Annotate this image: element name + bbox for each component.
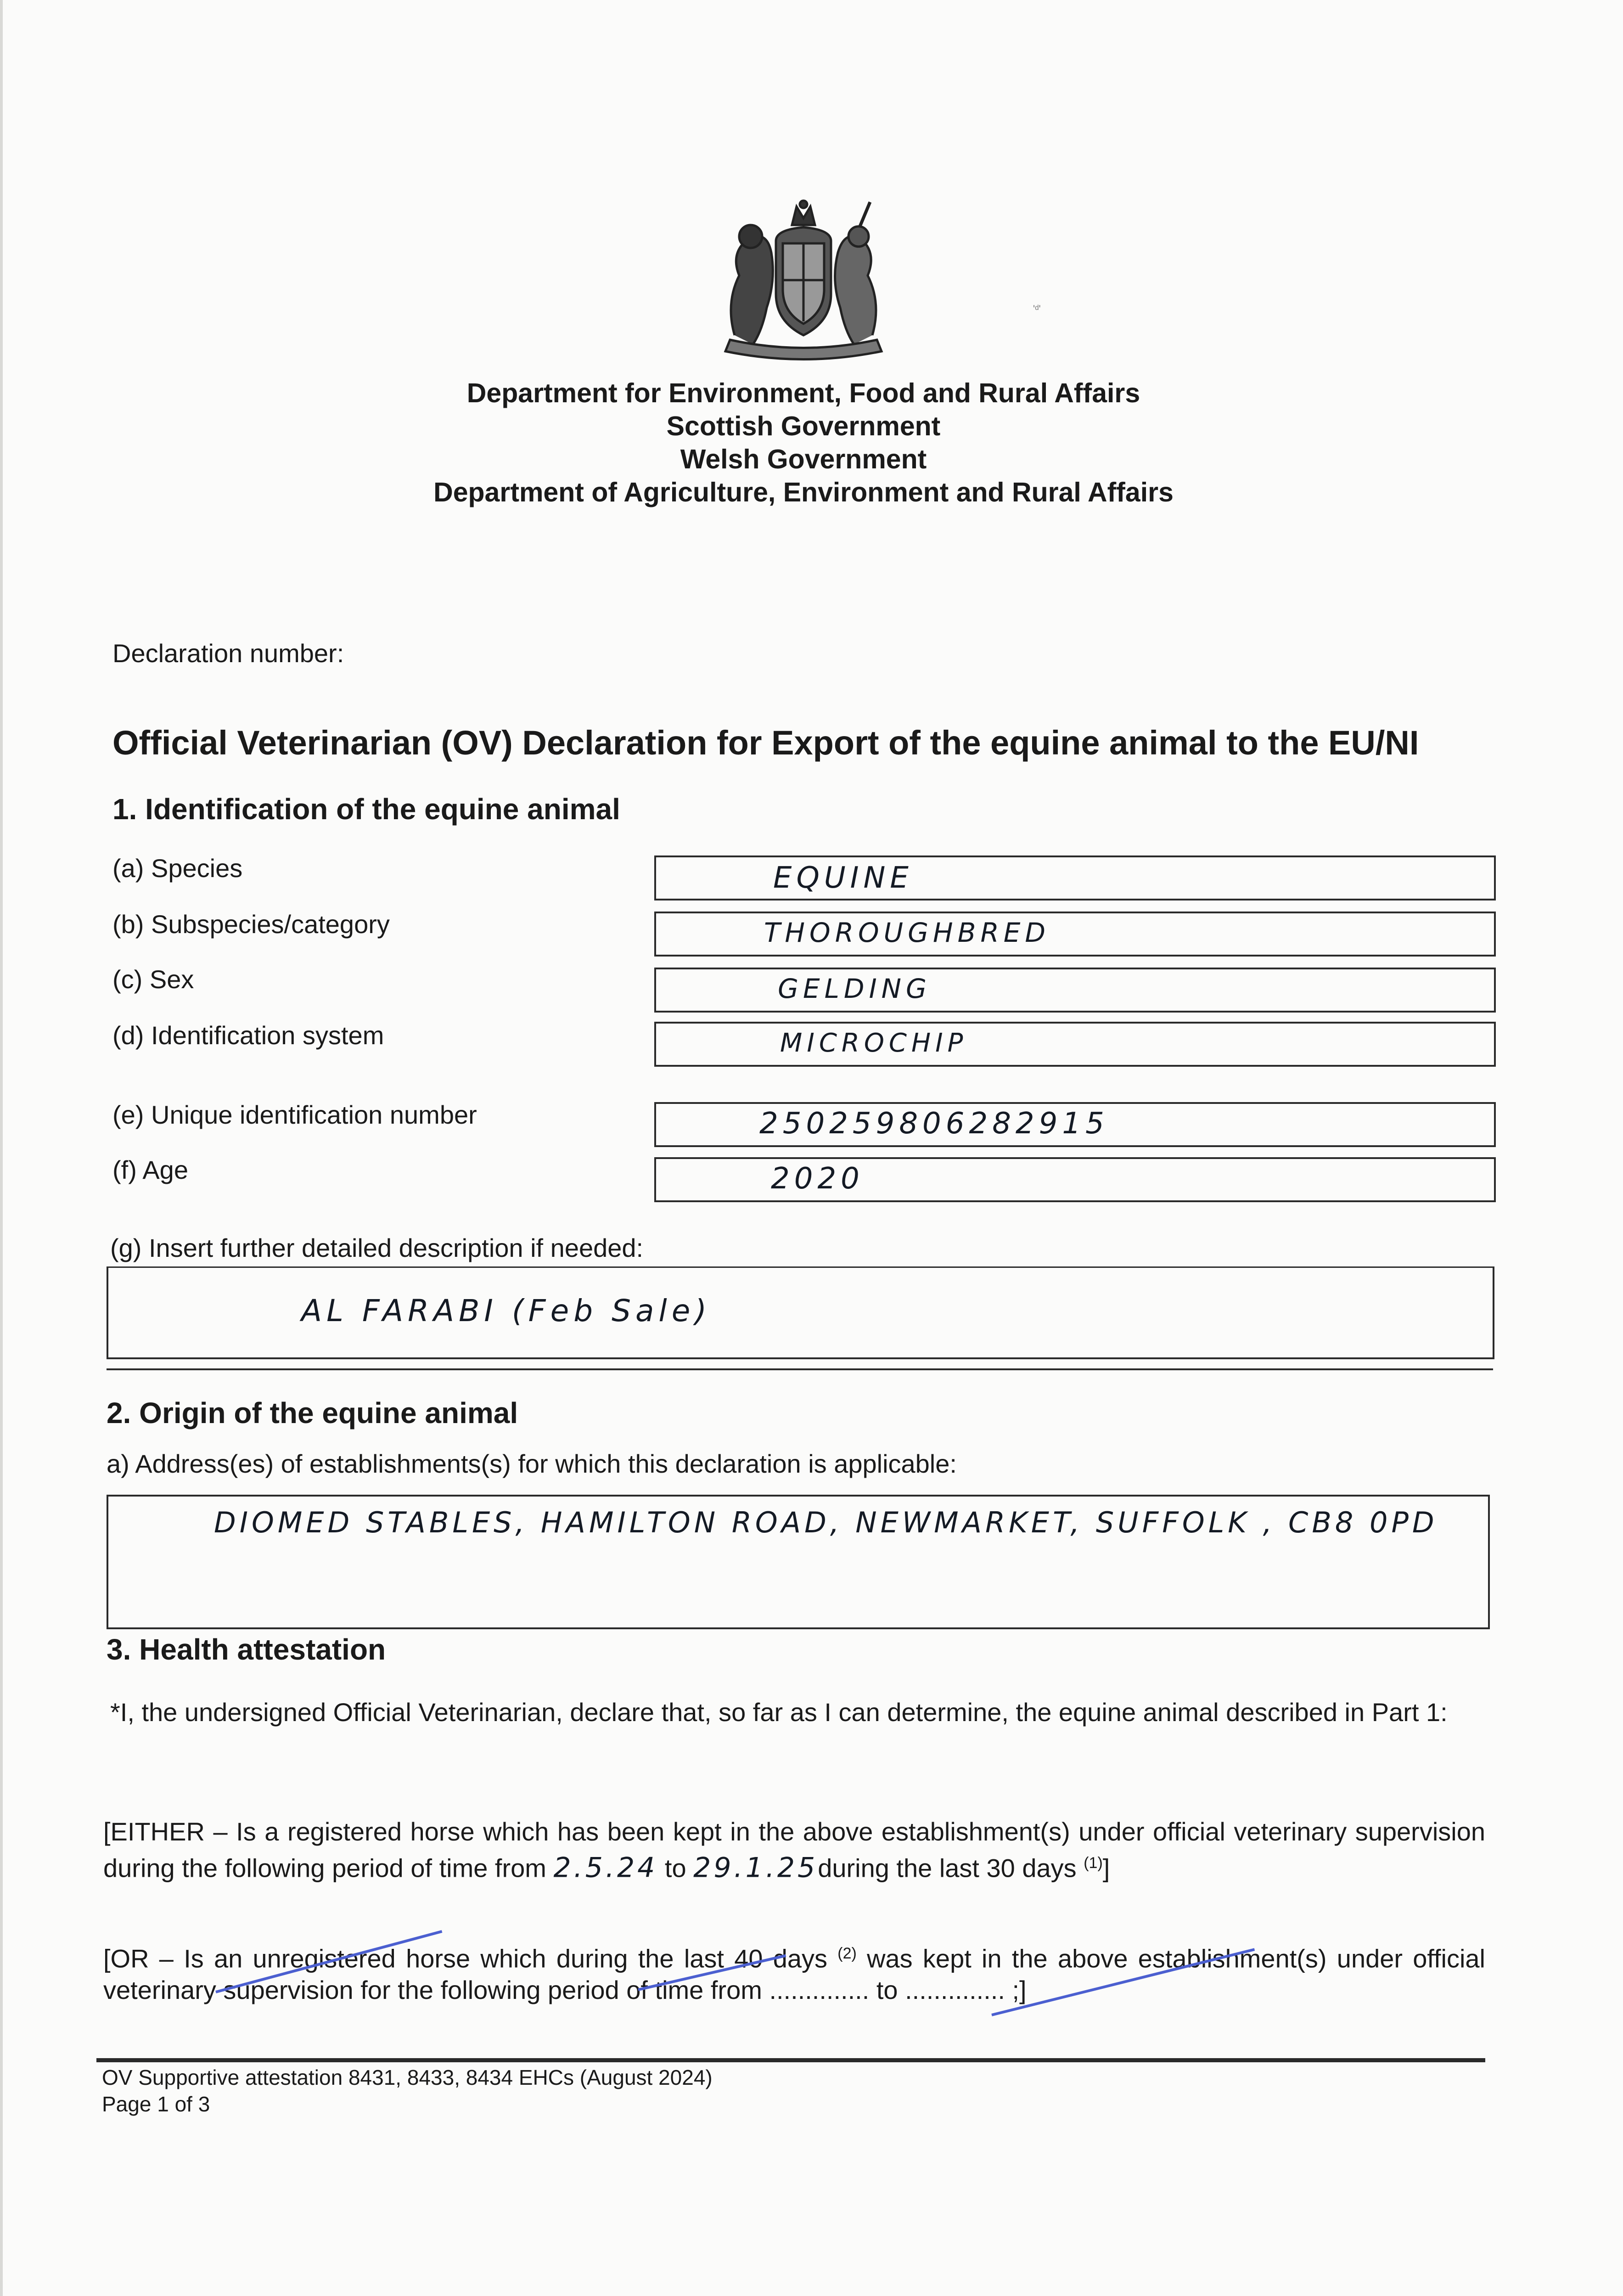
- footer-form-reference: OV Supportive attestation 8431, 8433, 8434 EHCs (August 2024): [102, 2065, 713, 2089]
- either-close: ]: [1102, 1853, 1110, 1883]
- field-label-species: (a) Species: [112, 854, 243, 883]
- or-text-start: [OR – Is an unregistered horse which during the last 40 days: [103, 1944, 828, 1973]
- field-box-age: [654, 1157, 1496, 1202]
- either-text-end: during the last 30 days: [818, 1853, 1077, 1883]
- either-to-word: to: [664, 1853, 686, 1883]
- field-label-sex: (c) Sex: [112, 965, 194, 994]
- field-label-age: (f) Age: [112, 1155, 188, 1184]
- declaration-number-label: Declaration number:: [112, 639, 344, 668]
- section-1-heading: 1. Identification of the equine animal: [112, 793, 620, 826]
- section-divider: [107, 1368, 1493, 1370]
- description-value: AL FARABI (Feb Sale): [301, 1293, 712, 1328]
- or-to-blank: ..............: [905, 1975, 1005, 2004]
- address-box: [107, 1495, 1490, 1629]
- or-close: ;]: [1012, 1975, 1027, 2004]
- address-value: DIOMED STABLES, HAMILTON ROAD, NEWMARKET, SUFFOLK , CB8 0PD: [214, 1506, 1438, 1539]
- royal-coat-of-arms-emblem: [707, 197, 900, 367]
- department-name: Department of Agriculture, Environment and Rural Affairs: [433, 477, 1174, 507]
- field-box-subspecies: [654, 912, 1496, 957]
- description-label: (g) Insert further detailed description if needed:: [110, 1233, 644, 1262]
- scan-speck: 'ᵈ': [1033, 303, 1041, 315]
- field-label-identification-system: (d) Identification system: [112, 1021, 384, 1050]
- section-3-heading: 3. Health attestation: [107, 1633, 386, 1666]
- field-box-identification-system: [654, 1022, 1496, 1067]
- field-box-unique-id: [654, 1102, 1496, 1147]
- field-value-sex: GELDING: [778, 973, 932, 1004]
- health-attestation-intro: *I, the undersigned Official Veterinarian, declare that, so far as I can determine, the equine animal described in Part 1:: [110, 1698, 1448, 1727]
- department-name: Welsh Government: [680, 444, 927, 474]
- field-label-subspecies: (b) Subspecies/category: [112, 910, 390, 939]
- field-box-species: [654, 855, 1496, 900]
- department-name: Scottish Government: [666, 411, 941, 441]
- field-label-unique-id: (e) Unique identification number: [112, 1100, 477, 1129]
- or-note-ref: (2): [837, 1945, 857, 1962]
- scan-edge: [0, 0, 3, 2296]
- either-note-ref: (1): [1084, 1854, 1103, 1872]
- or-to-word: to: [876, 1975, 898, 2004]
- department-name: Department for Environment, Food and Rural Affairs: [466, 378, 1140, 408]
- document-title: Official Veterinarian (OV) Declaration for Export of the equine animal to the EU/NI: [112, 724, 1419, 762]
- or-clause: [103, 1938, 1485, 2006]
- field-value-identification-system: MICROCHIP: [780, 1028, 968, 1058]
- field-value-species: EQUINE: [773, 861, 913, 895]
- either-text-start: [EITHER – Is a registered horse which has been kept in the above establishment(s) under official veterinary supervision during the following period of time from: [103, 1817, 1485, 1883]
- either-clause: [103, 1816, 1485, 1884]
- or-from-blank: ..............: [769, 1975, 870, 2004]
- either-date-from: 2.5.24: [553, 1851, 658, 1884]
- departments-header: [0, 377, 1607, 509]
- field-box-sex: [654, 968, 1496, 1013]
- footer-rule: [96, 2058, 1485, 2062]
- section-2-heading: 2. Origin of the equine animal: [107, 1396, 518, 1429]
- field-value-unique-id: 250259806282915: [759, 1107, 1109, 1141]
- either-date-to: 29.1.25: [693, 1851, 818, 1884]
- address-label: a) Address(es) of establishments(s) for which this declaration is applicable:: [107, 1449, 957, 1478]
- field-value-age: 2020: [771, 1162, 864, 1196]
- description-box: [107, 1266, 1494, 1359]
- field-value-subspecies: THOROUGHBRED: [764, 917, 1050, 948]
- or-text-mid: was kept in the above establishment(s) under official veterinary supervision for the following period of time from: [103, 1944, 1485, 2004]
- footer-page-number: Page 1 of 3: [102, 2092, 210, 2116]
